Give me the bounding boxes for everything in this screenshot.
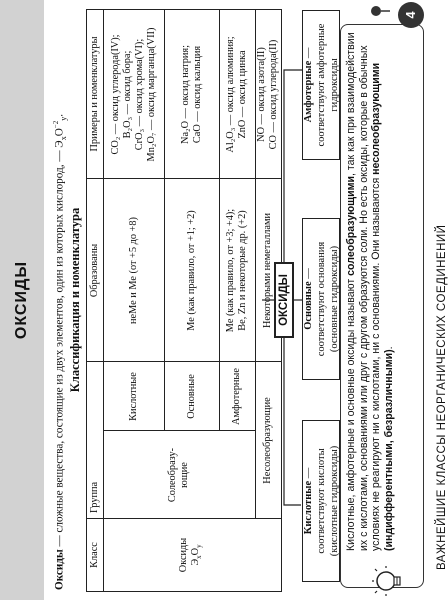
amphoteric-line3: гидроксиды	[328, 58, 340, 112]
basic-line3: (основные гидроксиды)	[328, 245, 340, 353]
group-nonsalt: Несолеобразующие	[262, 397, 273, 484]
pin-icon	[370, 2, 390, 20]
definition-sub-y: y	[58, 116, 68, 121]
saltforming-cell: Солеобразу- ющие	[167, 447, 190, 503]
example-line: Mn₂O₇ — оксид марганца(VII)	[145, 27, 157, 162]
diagram-basic-box	[302, 218, 340, 380]
diagram-acidic-box	[302, 420, 340, 582]
basic-title: Основные	[302, 281, 314, 330]
class-name: Оксиды	[178, 537, 190, 573]
formed-acidic: неМе и Ме (от +5 до +8)	[127, 217, 139, 324]
amphoteric-title-line	[302, 48, 315, 123]
note-bold: солеобразующими	[345, 176, 357, 276]
definition-term: Оксиды	[53, 549, 66, 590]
basic-dash: —	[302, 268, 314, 282]
examples-amphoteric	[219, 10, 255, 179]
acidic-dash: —	[302, 467, 314, 481]
connector-left	[284, 338, 301, 505]
examples-basic	[164, 10, 219, 179]
definition-sup: −2	[52, 120, 60, 129]
example-line: ZnO — оксид цинка	[237, 50, 248, 139]
formula-o: O	[190, 547, 202, 556]
formed-basic: Ме (как правило, от +1; +2)	[185, 210, 197, 331]
definition-text: — сложные вещества, состоящие из двух элементов, один из которых кислород, — Э	[53, 140, 66, 550]
example-line: CO₂ — оксид углерода(IV);	[109, 34, 121, 155]
definition-end: .	[53, 113, 66, 117]
formula-x: x	[195, 555, 204, 559]
section-title: Классификация и номенклатура	[68, 207, 82, 393]
examples-nonsalt	[255, 10, 281, 179]
definition-o: O	[53, 128, 66, 137]
examples-acidic	[103, 10, 164, 179]
definition-sub-x: x	[58, 136, 68, 141]
classification-table	[86, 9, 282, 592]
note-box	[340, 24, 424, 588]
lightbulb-icon	[372, 566, 412, 596]
example-line: B₂O₃ — оксид бора;	[121, 50, 133, 139]
note-text: , так как при взаимодействии их с кислотами, основаниями или друг с другом образуются соли. Но есть оксиды, которые в обычных условиях не реагируют ни с кислотами, ни с основаниями. Они называются	[345, 32, 383, 551]
page-number: 4	[398, 2, 424, 28]
formula-y: y	[195, 544, 204, 548]
note-text: Кислотные, амфотерные и основные оксиды называют	[345, 275, 357, 551]
example-line: CO — оксид углерода(II)	[268, 39, 279, 150]
diagram-center: ОКСИДЫ	[274, 262, 294, 338]
header-formed: Образованы	[89, 243, 100, 298]
header-examples: Примеры и номенклатуры	[89, 36, 100, 152]
formed-amphoteric: Ме (как правило, от +3; +4); Be, Zn и некоторые др. (+2)	[225, 208, 248, 333]
basic-line2: соответствуют основания	[315, 241, 327, 357]
acidic-title-line	[302, 468, 315, 535]
acidic-line2: соответствуют кислоты	[315, 448, 327, 554]
group-basic: Основные	[185, 374, 197, 419]
example-line: CrO₃ — оксид хрома(VI);	[133, 38, 145, 151]
note-text: .	[382, 346, 395, 350]
diagram-amphoteric-box	[302, 10, 340, 160]
class-formula	[190, 544, 205, 565]
amphoteric-dash: —	[302, 47, 314, 61]
class-cell	[103, 519, 281, 591]
group-acidic: Кислотные	[127, 372, 139, 421]
group-amphoteric: Амфотерные	[231, 368, 242, 425]
example-line: NO — оксид азота(II)	[256, 47, 267, 142]
example-line: CaO — оксид кальция	[191, 45, 203, 144]
header-class: Класс	[89, 542, 100, 568]
example-line: Al₂O₃ — оксид алюминия;	[225, 36, 236, 153]
amphoteric-title: Амфотерные	[302, 60, 314, 123]
footer-text: ВАЖНЕЙШИЕ КЛАССЫ НЕОРГАНИЧЕСКИХ СОЕДИНЕНИЙ	[436, 224, 448, 570]
formed-nonsalt: Некоторыми неметаллами	[262, 213, 273, 329]
example-line: Na₂O — оксид натрия;	[179, 45, 191, 144]
definition-line	[52, 5, 68, 590]
note-bold: несолеобразующими (индифферентными, безразличными)	[370, 62, 395, 551]
formula-e: Э	[190, 558, 202, 566]
acidic-title: Кислотные	[302, 480, 314, 535]
basic-title-line	[302, 268, 315, 330]
footer	[436, 225, 448, 570]
amphoteric-line2: соответствуют амфотерные	[315, 23, 327, 147]
connector-right	[284, 70, 302, 262]
acidic-line3: (кислотные гидроксиды)	[328, 445, 340, 557]
page-title: ОКСИДЫ	[13, 260, 30, 340]
header-group: Группа	[89, 481, 100, 513]
